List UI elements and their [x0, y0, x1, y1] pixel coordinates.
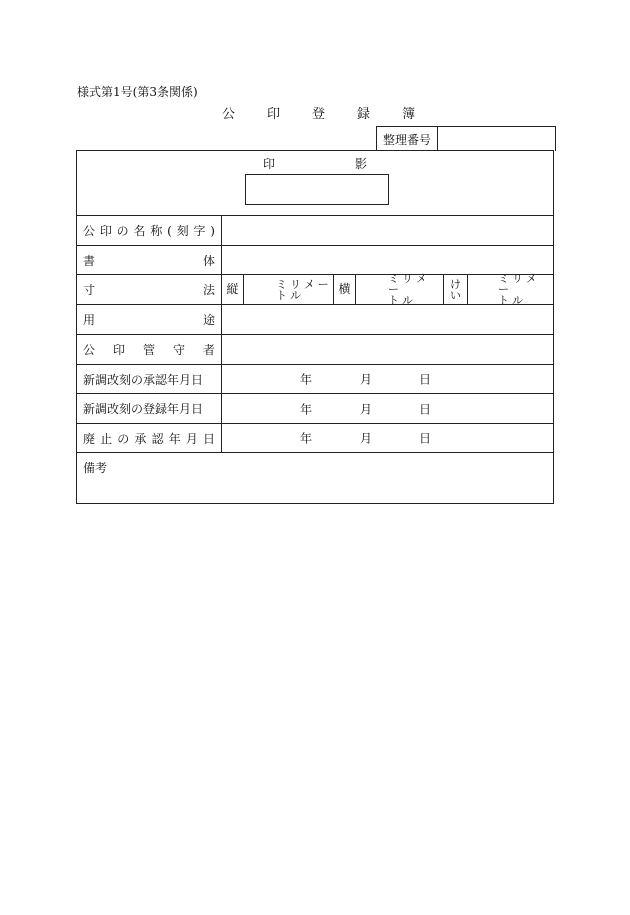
row-seal-name [77, 215, 553, 245]
year-label: 年 [300, 402, 313, 416]
year-label: 年 [300, 372, 313, 387]
unit-text: トル [276, 288, 304, 302]
seal-impression-heading [77, 155, 553, 172]
row-label-registration-date: 新調改刻の登録年月日 [77, 394, 222, 423]
seal-impression-section [77, 151, 553, 215]
row-label-seal-keeper [77, 335, 222, 364]
label-char: 途 [202, 313, 215, 327]
usage-field[interactable] [222, 305, 553, 334]
row-typeface [77, 245, 553, 274]
row-label-abolition-date [77, 424, 222, 452]
heading-char: 影 [355, 157, 368, 171]
label-char: 年 [168, 431, 181, 446]
label-char: の [116, 224, 129, 238]
label-char: 印 [99, 224, 112, 238]
label-char: 寸 [83, 283, 96, 297]
month-label: 月 [360, 372, 373, 387]
vertical-label: 縦 [222, 275, 244, 304]
label-char: け [450, 277, 461, 291]
label-char: 法 [202, 283, 215, 297]
typeface-field[interactable] [222, 246, 553, 274]
label-char: ) [210, 223, 215, 238]
label-char: い [450, 288, 461, 302]
day-label: 日 [419, 402, 432, 416]
title-char: 印 [267, 107, 281, 122]
title-char: 録 [357, 107, 371, 122]
day-label: 日 [419, 372, 432, 387]
label-char: 公 [83, 343, 96, 357]
approval-date-field[interactable] [222, 365, 553, 393]
remarks-label: 備考 [83, 461, 108, 475]
row-remarks[interactable] [77, 452, 553, 503]
unit-text: トル [498, 294, 526, 307]
label-char: 印 [112, 343, 125, 357]
seal-name-field[interactable] [222, 216, 553, 245]
month-label: 月 [360, 431, 373, 446]
abolition-date-field[interactable] [222, 424, 553, 452]
unit-text: ミリメー [276, 277, 332, 291]
seal-keeper-field[interactable] [222, 335, 553, 364]
title-char: 簿 [402, 107, 416, 122]
row-seal-keeper [77, 334, 553, 364]
heading-char: 印 [262, 157, 275, 171]
label-char: 守 [172, 343, 185, 357]
radius-value-field[interactable] [468, 272, 553, 307]
label-char: ( [167, 223, 172, 238]
row-label-seal-name [77, 216, 222, 245]
row-label-dimensions [77, 275, 222, 304]
month-label: 月 [360, 402, 373, 416]
label-char: の [117, 431, 130, 446]
title-char: 公 [222, 107, 236, 122]
row-label-approval-date: 新調改刻の承認年月日 [77, 365, 222, 393]
unit-text: トル [388, 294, 416, 307]
label-char: 字 [193, 224, 206, 238]
registration-number-field[interactable] [438, 127, 555, 151]
label-char: 認 [151, 431, 164, 446]
label-char: 月 [185, 431, 198, 446]
label-char: 用 [83, 313, 96, 327]
unit-text: ミリメー [498, 272, 540, 296]
label-char: 日 [202, 431, 215, 446]
radius-label [444, 275, 468, 304]
label-char: 刻 [176, 224, 189, 238]
label-char: 体 [202, 253, 215, 268]
form-number-label: 様式第1号(第3条関係) [77, 85, 198, 99]
seal-impression-box[interactable] [245, 174, 389, 205]
unit-text: ミリメー [388, 272, 430, 296]
row-usage [77, 304, 553, 334]
day-label: 日 [419, 431, 432, 446]
registration-number-box [376, 126, 556, 151]
row-label-usage [77, 305, 222, 334]
register-table [76, 150, 554, 504]
label-char: 承 [134, 431, 147, 446]
row-abolition-date [77, 423, 553, 452]
row-approval-date [77, 364, 553, 393]
registration-date-field[interactable] [222, 394, 553, 423]
row-dimensions [77, 272, 553, 307]
label-char: 名 [133, 224, 146, 238]
label-char: 公 [83, 224, 96, 238]
row-label-typeface [77, 246, 222, 274]
registration-number-label: 整理番号 [377, 127, 438, 151]
label-char: 止 [100, 431, 113, 446]
horizontal-value-field[interactable] [356, 272, 444, 307]
label-char: 者 [202, 343, 215, 357]
row-registration-date [77, 393, 553, 423]
label-char: 称 [150, 224, 163, 238]
year-label: 年 [300, 431, 313, 446]
page-title [222, 103, 415, 122]
label-char: 管 [142, 343, 155, 357]
horizontal-label: 横 [334, 275, 356, 304]
label-char: 書 [83, 253, 96, 268]
label-char: 廃 [83, 431, 96, 446]
vertical-value-field[interactable] [244, 275, 334, 304]
title-char: 登 [312, 107, 326, 122]
